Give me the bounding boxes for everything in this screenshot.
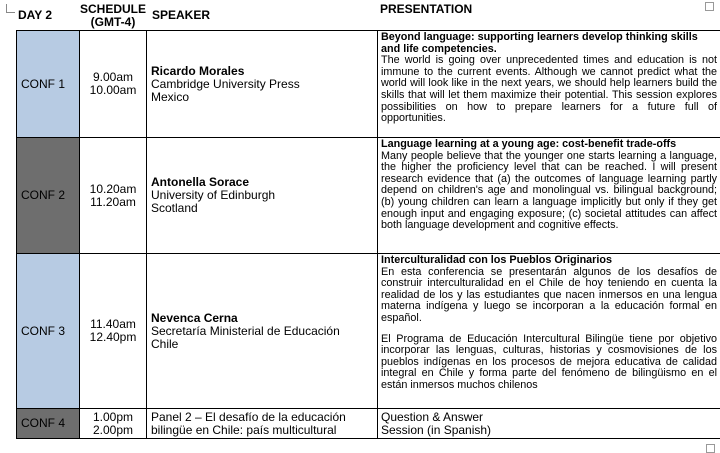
speaker-name: Antonella Sorace [151,176,377,189]
presentation-body: En esta conferencia se presentarán algunos de los desafíos de construir interculturalidad en el Chile de hoy teniendo en cuenta la realidad de los y las estudiantes que nacen inmersos en una lengua materna indígena y luego se incorporan a la educación formal en español. [381,267,717,325]
presentation-body: Many people believe that the younger one starts learning a language, the higher the proficiency level that can be reached. I will present research evidence that (a) the outcomes of language learning partly depend on children's age and monolingual vs. bilingual background; (b) young children can learn a language implicitly but only if they get enough input and engaging exposure; (c) societal attitudes can affect both language development and cognitive effects. [381,151,717,232]
header-speaker: SPEAKER [152,9,210,22]
header-schedule [78,3,148,29]
presentation-cell [378,138,720,254]
speaker-org: Secretaría Ministerial de Educación [151,325,377,338]
table-row [17,31,720,138]
time-end: 10.00am [80,84,146,97]
time-end: 12.40pm [80,331,146,344]
time-end: 2.00pm [80,424,146,437]
speaker-name: Ricardo Morales [151,65,377,78]
conf-label: CONF 2 [17,138,80,254]
time-start: 1.00pm [80,411,146,424]
panel-title-line2: bilingüe en Chile: país multicultural [151,424,377,437]
speaker-cell [147,31,378,138]
speaker-org: Cambridge University Press [151,78,377,91]
table-row [17,254,720,409]
speaker-place: Mexico [151,91,377,104]
conf-label: CONF 4 [17,409,80,439]
conf-label: CONF 1 [17,31,80,138]
presentation-title: Language learning at a young age: cost-benefit trade-offs [381,139,717,151]
conf-label: CONF 3 [17,254,80,409]
time-cell [80,31,147,138]
header-day: DAY 2 [18,9,52,22]
time-start: 11.40am [80,318,146,331]
time-start: 10.20am [80,183,146,196]
header-presentation: PRESENTATION [380,3,472,16]
presentation-body: The world is going over unprecedented times and education is not immune to the current events. Although we cannot predict what the world will look like in the next years, we should help learners build the skills that will let them maximize their potential. This session explores possibilities on how to prepare learners for a future full of opportunities. [381,55,717,125]
speaker-place: Scotland [151,202,377,215]
table-row [17,409,720,439]
speaker-org: University of Edinburgh [151,189,377,202]
presentation-body-2: El Programa de Educación Intercultural Bilingüe tiene por objetivo incorporar las lenguas, culturas, historias y cosmovisiones de los pueblos indígenas en los procesos de mejora educativa de calidad integral en Chile y forma parte del fenómeno de bilingüismo en el están inmersos muchos chilenos [381,334,717,392]
speaker-place: Chile [151,338,377,351]
speaker-cell [147,409,378,439]
page-corner-mark [6,4,15,13]
presentation-line1: Question & Answer [381,411,717,424]
time-end: 11.20am [80,196,146,209]
time-start: 9.00am [80,71,146,84]
presentation-line2: Session (in Spanish) [381,424,717,437]
presentation-title: Interculturalidad con los Pueblos Originarios [381,255,717,267]
page-corner-square [705,2,714,11]
header-schedule-line2: (GMT-4) [78,16,148,29]
presentation-cell [378,409,720,439]
panel-title-line1: Panel 2 – El desafío de la educación [151,411,377,424]
speaker-cell [147,254,378,409]
speaker-name: Nevenca Cerna [151,312,377,325]
table-row [17,138,720,254]
schedule-table [16,30,706,439]
presentation-title: Beyond language: supporting learners develop thinking skills and life competencies. [381,32,717,55]
speaker-cell [147,138,378,254]
time-cell [80,138,147,254]
presentation-cell [378,254,720,409]
header-schedule-line1: SCHEDULE [78,3,148,16]
time-cell [80,254,147,409]
time-cell [80,409,147,439]
presentation-cell [378,31,720,138]
